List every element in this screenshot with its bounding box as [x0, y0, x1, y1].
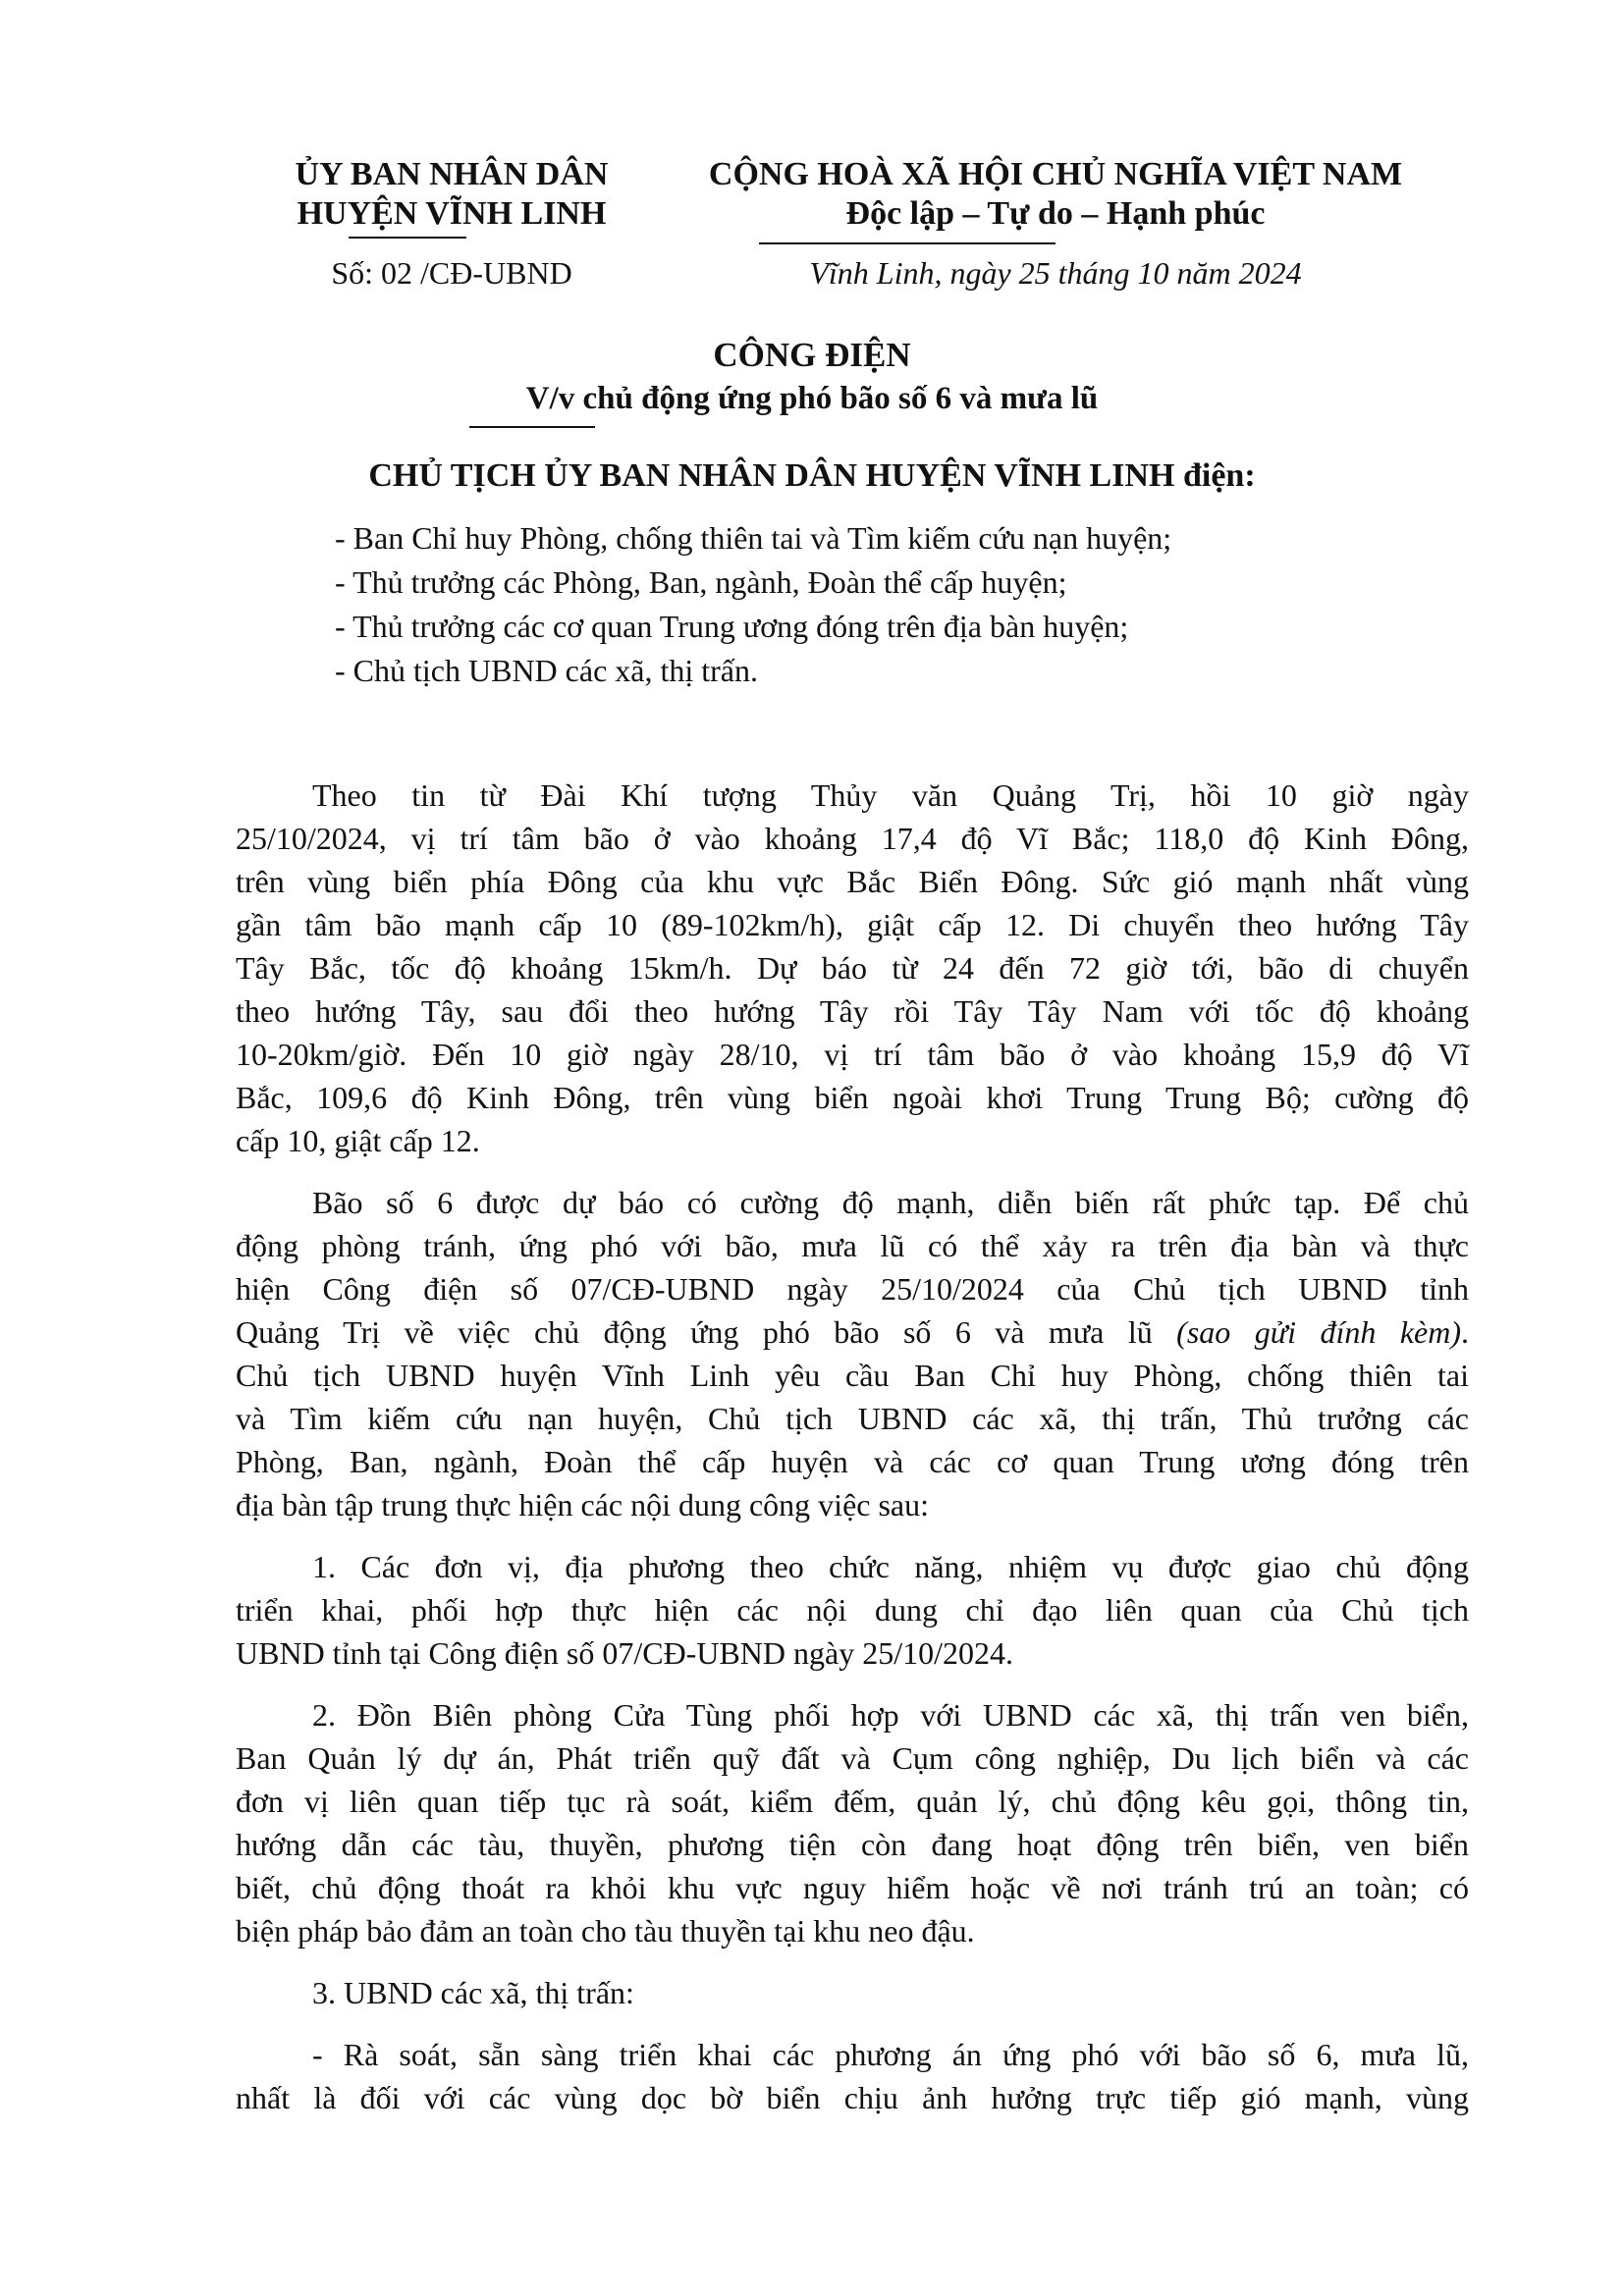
national-motto — [638, 155, 1473, 234]
agency-line-2: HUYỆN VĨNH LINH — [297, 195, 607, 232]
agency-underline — [349, 237, 466, 239]
text-line: đơn vị liên quan tiếp tục rà soát, kiểm đếm, quản lý, chủ động kêu gọi, thông tin, — [236, 1784, 1469, 1819]
place-date: Vĩnh Linh, ngày 25 tháng 10 năm 2024 — [809, 255, 1302, 291]
text-line: Bão số 6 được dự báo có cường độ mạnh, diễn biến rất phức tạp. Để chủ — [312, 1185, 1469, 1220]
text-line: Phòng, Ban, ngành, Đoàn thể cấp huyện và các cơ quan Trung ương đóng trên — [236, 1444, 1469, 1479]
text-segment: . — [1461, 1314, 1470, 1350]
text-line: cấp 10, giật cấp 12. — [236, 1123, 480, 1158]
recipient-item: - Thủ trưởng các Phòng, Ban, ngành, Đoàn thể cấp huyện; — [335, 564, 1067, 600]
text-line: Chủ tịch UBND huyện Vĩnh Linh yêu cầu Ban Chỉ huy Phòng, chống thiên tai — [236, 1358, 1469, 1393]
document-title: CÔNG ĐIỆN — [713, 336, 911, 374]
text-line: nhất là đối với các vùng dọc bờ biển chịu ảnh hưởng trực tiếp gió mạnh, vùng — [236, 2080, 1469, 2115]
text-line: địa bàn tập trung thực hiện các nội dung công việc sau: — [236, 1487, 930, 1522]
text-line: và Tìm kiếm cứu nạn huyện, Chủ tịch UBND các xã, thị trấn, Thủ trưởng các — [236, 1401, 1469, 1436]
text-line: Bắc, 109,6 độ Kinh Đông, trên vùng biển ngoài khơi Trung Trung Bộ; cường độ — [236, 1080, 1469, 1115]
national-title: CỘNG HOÀ XÃ HỘI CHỦ NGHĨA VIỆT NAM — [708, 156, 1403, 192]
text-line: Tây Bắc, tốc độ khoảng 15km/h. Dự báo từ 24 đến 72 giờ tới, bão di chuyển — [236, 950, 1469, 986]
text-line: biết, chủ động thoát ra khỏi khu vực nguy hiểm hoặc về nơi tránh trú an toàn; có — [236, 1870, 1469, 1905]
text-line: biện pháp bảo đảm an toàn cho tàu thuyền tại khu neo đậu. — [236, 1913, 975, 1949]
text-line: - Rà soát, sẵn sàng triển khai các phương án ứng phó với bão số 6, mưa lũ, — [312, 2037, 1469, 2072]
subject-underline — [469, 426, 595, 428]
text-line: Theo tin từ Đài Khí tượng Thủy văn Quảng Trị, hồi 10 giờ ngày — [312, 777, 1469, 813]
issuing-agency — [245, 155, 658, 234]
text-line: động phòng tránh, ứng phó với bão, mưa lũ có thể xảy ra trên địa bàn và thực — [236, 1228, 1469, 1263]
document-number: Số: 02 /CĐ-UBND — [331, 255, 572, 291]
text-line: 10-20km/giờ. Đến 10 giờ ngày 28/10, vị trí tâm bão ở vào khoảng 15,9 độ Vĩ — [236, 1037, 1469, 1072]
text-line: 3. UBND các xã, thị trấn: — [312, 1975, 634, 2010]
attachment-note: (sao gửi đính kèm) — [1176, 1314, 1462, 1350]
agency-line-1: ỦY BAN NHÂN DÂN — [295, 156, 609, 192]
recipient-item: - Chủ tịch UBND các xã, thị trấn. — [335, 653, 758, 688]
text-line — [236, 1312, 1469, 1352]
text-line: theo hướng Tây, sau đổi theo hướng Tây rồi Tây Tây Nam với tốc độ khoảng — [236, 993, 1469, 1029]
text-line: UBND tỉnh tại Công điện số 07/CĐ-UBND ngày 25/10/2024. — [236, 1635, 1013, 1671]
sender-line: CHỦ TỊCH ỦY BAN NHÂN DÂN HUYỆN VĨNH LINH điện: — [368, 457, 1256, 494]
text-line: hướng dẫn các tàu, thuyền, phương tiện còn đang hoạt động trên biển, ven biển — [236, 1827, 1469, 1862]
text-line: trên vùng biển phía Đông của khu vực Bắc Biển Đông. Sức gió mạnh nhất vùng — [236, 864, 1469, 899]
motto-underline — [759, 242, 1056, 244]
text-line: triển khai, phối hợp thực hiện các nội dung chỉ đạo liên quan của Chủ tịch — [236, 1592, 1469, 1628]
text-line: 1. Các đơn vị, địa phương theo chức năng, nhiệm vụ được giao chủ động — [312, 1549, 1469, 1584]
document-subject: V/v chủ động ứng phó bão số 6 và mưa lũ — [525, 381, 1099, 416]
text-line: hiện Công điện số 07/CĐ-UBND ngày 25/10/2024 của Chủ tịch UBND tỉnh — [236, 1271, 1469, 1307]
text-line: 25/10/2024, vị trí tâm bão ở vào khoảng 17,4 độ Vĩ Bắc; 118,0 độ Kinh Đông, — [236, 821, 1469, 856]
motto-line: Độc lập – Tự do – Hạnh phúc — [845, 195, 1266, 232]
text-line: 2. Đồn Biên phòng Cửa Tùng phối hợp với UBND các xã, thị trấn ven biển, — [312, 1697, 1469, 1733]
text-line: gần tâm bão mạnh cấp 10 (89-102km/h), giật cấp 12. Di chuyển theo hướng Tây — [236, 907, 1469, 942]
recipient-item: - Thủ trưởng các cơ quan Trung ương đóng trên địa bàn huyện; — [335, 609, 1129, 644]
recipient-item: - Ban Chỉ huy Phòng, chống thiên tai và Tìm kiếm cứu nạn huyện; — [335, 520, 1172, 556]
text-segment: Quảng Trị về việc chủ động ứng phó bão số 6 và mưa lũ — [236, 1314, 1177, 1350]
text-line: Ban Quản lý dự án, Phát triển quỹ đất và Cụm công nghiệp, Du lịch biển và các — [236, 1740, 1469, 1776]
